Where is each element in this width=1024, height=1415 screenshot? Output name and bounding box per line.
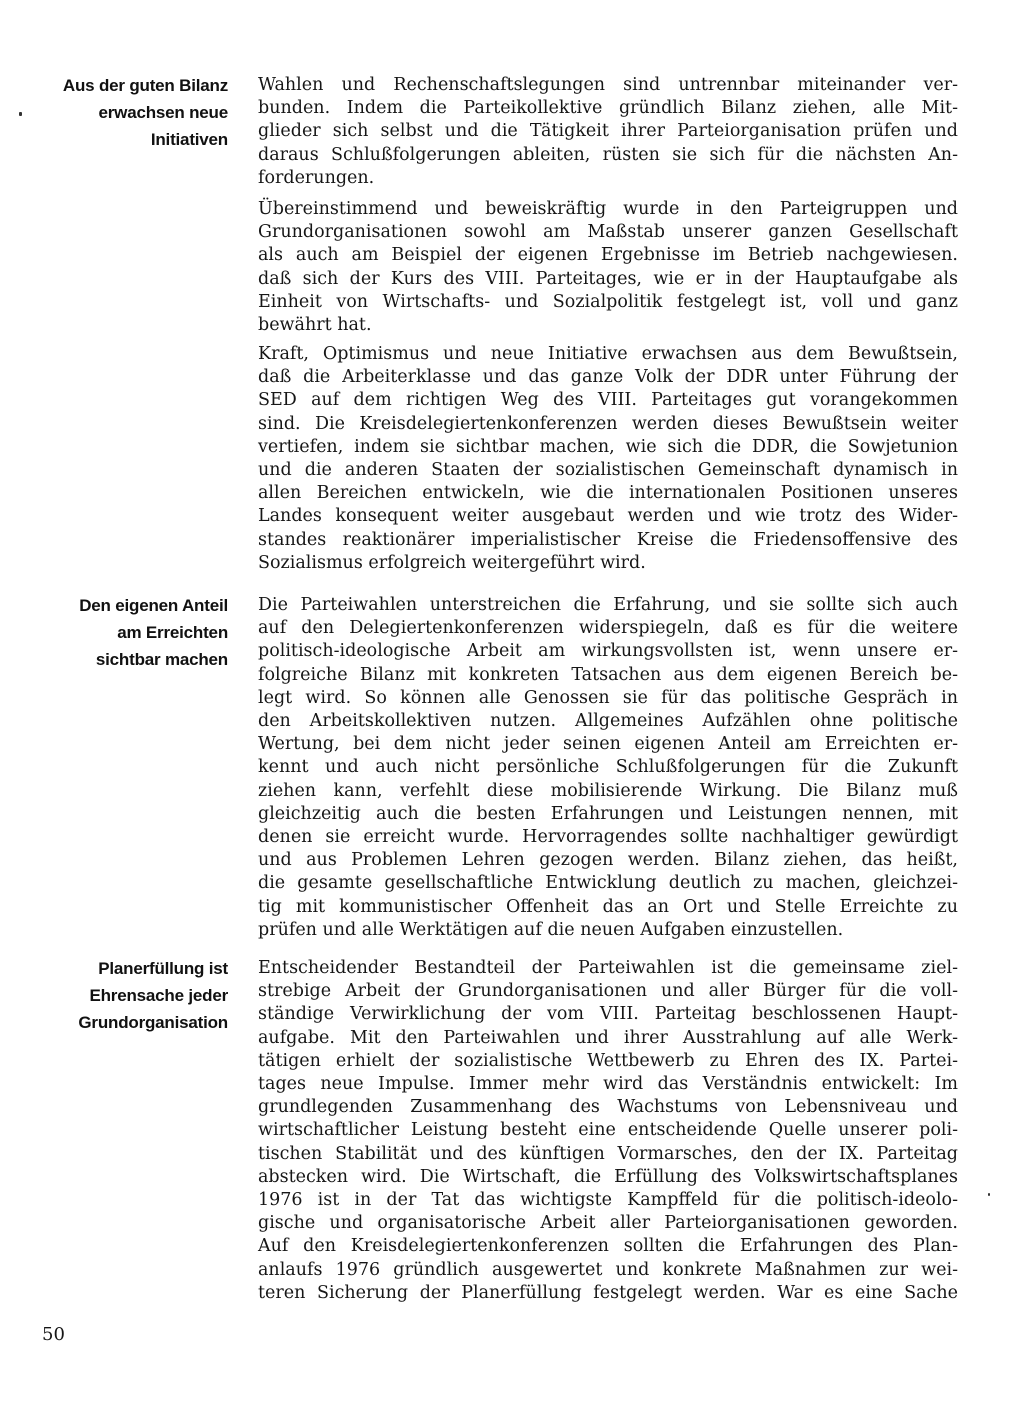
print-speck (988, 1193, 990, 1196)
heading-line: erwachsen neue (98, 103, 228, 122)
text-line: die gesamte gesellschaftliche Entwicklung deutlich zu machen, gleichzei- (258, 873, 958, 894)
text-line: tages neue Impulse. Immer mehr wird das Verständnis entwickelt: Im (258, 1074, 958, 1095)
text-line: allen Bereichen entwickeln, wie die internationalen Positionen unseres (258, 483, 958, 504)
text-line: Die Parteiwahlen unterstreichen die Erfahrung, und sie sollte sich auch (258, 595, 958, 615)
text-line: strebige Arbeit der Grundorganisationen und aller Bürger für die voll- (258, 981, 958, 1002)
text-line: folgreiche Bilanz mit konkreten Tatsachen aus dem eigenen Bereich be- (258, 664, 958, 685)
text-line: abstecken wird. Die Wirtschaft, die Erfüllung des Volkswirtschaftsplanes (258, 1166, 958, 1187)
paragraph (258, 343, 958, 575)
paragraph (258, 74, 958, 190)
text-line: vertiefen, indem sie sichtbar machen, wie sich die DDR, die Sowjetunion (258, 436, 958, 457)
paragraph (258, 957, 958, 1305)
heading-line: am Erreichten (117, 623, 228, 642)
text-line: Wahlen und Rechenschaftslegungen sind untrennbar miteinander ver- (258, 75, 958, 95)
text-line: auf den Delegiertenkonferenzen widerspiegeln, daß es für die weitere (258, 618, 958, 639)
text-line: daß die Arbeiterklasse und das ganze Volk der DDR unter Führung der (258, 367, 958, 388)
text-line: gleichzeitig auch die besten Erfahrungen und Leistungen nennen, mit (258, 803, 958, 824)
paragraph (258, 594, 958, 942)
text-line: 1976 ist in der Tat das wichtigste Kampffeld für die politisch-ideolo- (258, 1190, 958, 1211)
text-line: und die anderen Staaten der sozialistischen Gemeinschaft dynamisch in (258, 460, 958, 481)
text-line: glieder sich selbst und die Tätigkeit ihrer Parteiorganisation prüfen und (258, 121, 958, 142)
heading-line: Grundorganisation (78, 1013, 228, 1032)
margin-heading-bilanz (40, 72, 228, 153)
text-line: Auf den Kreisdelegiertenkonferenzen sollten die Erfahrungen des Plan- (258, 1236, 958, 1257)
text-line: Entscheidender Bestandteil der Parteiwahlen ist die gemeinsame ziel- (258, 958, 958, 978)
text-line: legt wird. So können alle Genossen sie für das politische Gespräch in (258, 687, 958, 708)
text-line: standes reaktionärer imperialistischer Kreise die Friedensoffensive des (258, 529, 958, 550)
text-line: Einheit von Wirtschafts- und Sozialpolitik festgelegt ist, voll und ganz (258, 291, 958, 312)
margin-heading-anteil (40, 592, 228, 673)
heading-line: Planerfüllung ist (98, 959, 228, 978)
text-line: und aus Problemen Lehren gezogen werden. Bilanz ziehen, das heißt, (258, 850, 958, 871)
text-line: teren Sicherung der Planerfüllung festgelegt werden. War es eine Sache (258, 1282, 958, 1303)
text-line: Grundorganisationen sowohl am Maßstab unserer ganzen Gesellschaft (258, 222, 958, 243)
text-line: den Arbeitskollektiven nutzen. Allgemeines Aufzählen ohne politische (258, 711, 958, 732)
text-line: wirtschaftlicher Leistung besteht eine entscheidende Quelle unserer poli- (258, 1120, 958, 1141)
heading-line: Initiativen (150, 130, 228, 149)
text-line: tischen Stabilität und des künftigen Vormarsches, den der IX. Parteitag (258, 1143, 958, 1164)
text-line: daraus Schlußfolgerungen ableiten, rüsten sie sich für die nächsten An- (258, 144, 958, 165)
text-line: sind. Die Kreisdelegiertenkonferenzen werden dieses Bewußtsein weiter (258, 413, 958, 434)
print-speck (19, 112, 22, 116)
heading-line: sichtbar machen (95, 650, 228, 669)
text-line: tig mit kommunistischer Offenheit das an Ort und Stelle Erreichte zu (258, 896, 958, 917)
text-line: ziehen kann, verfehlt diese mobilisierende Wirkung. Die Bilanz muß (258, 780, 958, 801)
text-line: kennt und auch nicht persönliche Schlußfolgerungen für die Zukunft (258, 757, 958, 778)
text-line: grundlegenden Zusammenhang des Wachstums von Lebensniveau und (258, 1097, 958, 1118)
text-line: daß sich der Kurs des VIII. Parteitages, wie er in der Hauptaufgabe als (258, 268, 958, 289)
text-line: prüfen und alle Werktätigen auf die neuen Aufgaben einzustellen. (258, 919, 844, 940)
paragraph (258, 198, 958, 337)
text-line: Kraft, Optimismus und neue Initiative erwachsen aus dem Bewußtsein, (258, 344, 958, 364)
heading-line: Den eigenen Anteil (79, 596, 228, 615)
text-line: aufgabe. Mit den Parteiwahlen und ihrer Ausstrahlung auf alle Werk- (258, 1027, 958, 1048)
text-line: politisch-ideologische Arbeit am wirkungsvollsten ist, wenn unsere er- (258, 641, 958, 662)
page-number: 50 (42, 1324, 65, 1345)
text-line: anlaufs 1976 gründlich ausgewertet und konkrete Maßnahmen zur wei- (258, 1259, 958, 1280)
text-line: SED auf dem richtigen Weg des VIII. Parteitages gut vorangekommen (258, 390, 958, 411)
text-line: Sozialismus erfolgreich weitergeführt wird. (258, 552, 646, 573)
text-line: forderungen. (258, 167, 375, 188)
text-line: denen sie erreicht wurde. Hervorragendes sollte nachhaltiger gewürdigt (258, 827, 958, 848)
heading-line: Aus der guten Bilanz (62, 76, 228, 95)
text-line: Landes konsequent weiter ausgebaut werden und wie trotz des Wider- (258, 506, 958, 527)
text-line: bunden. Indem die Parteikollektive gründlich Bilanz ziehen, alle Mit- (258, 98, 958, 119)
text-line: Übereinstimmend und beweiskräftig wurde in den Parteigruppen und (258, 199, 958, 219)
text-line: als auch am Beispiel der eigenen Ergebnisse im Betrieb nachgewiesen. (258, 245, 958, 266)
heading-line: Ehrensache jeder (89, 986, 228, 1005)
margin-heading-planerfuellung (40, 955, 228, 1036)
text-line: tätigen erhielt der sozialistische Wettbewerb zu Ehren des IX. Partei- (258, 1050, 958, 1071)
text-line: gische und organisatorische Arbeit aller Parteiorganisationen geworden. (258, 1213, 958, 1234)
text-line: ständige Verwirklichung der vom VIII. Parteitag beschlossenen Haupt- (258, 1004, 958, 1025)
text-line: bewährt hat. (258, 315, 372, 336)
text-line: Wertung, bei dem nicht jeder seinen eigenen Anteil am Erreichten er- (258, 734, 958, 755)
